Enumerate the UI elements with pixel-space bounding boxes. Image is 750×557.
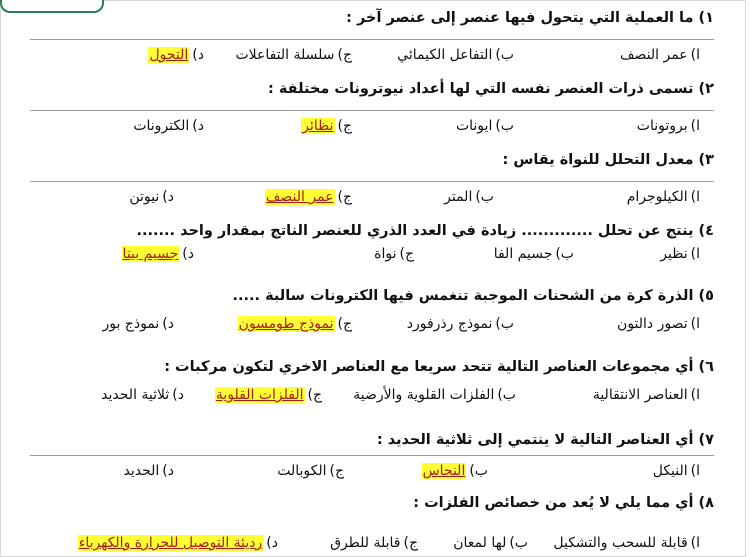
option-text: التفاعل الكيمائي: [397, 47, 493, 63]
option-d[interactable]: [129, 186, 174, 208]
option-c[interactable]: [330, 532, 418, 554]
option-b[interactable]: [407, 313, 514, 335]
option-letter: د): [162, 189, 174, 205]
correct-answer-highlight: رديئة التوصيل للحرارة والكهرباء: [78, 535, 263, 551]
correct-answer-highlight: نموذج طومسون: [238, 316, 334, 332]
option-letter: ب): [509, 535, 528, 551]
option-c[interactable]: [215, 384, 322, 406]
option-letter: ب): [469, 463, 488, 479]
question-title: ٧) أي العناصر التالية لا ينتمي إلى ثلاثية الحديد :: [376, 432, 714, 448]
option-letter: ج): [337, 47, 352, 63]
option-b[interactable]: [353, 384, 516, 406]
option-letter: ا): [690, 387, 700, 403]
option-letter: ا): [690, 189, 700, 205]
option-a[interactable]: [637, 115, 700, 137]
question-title: ٥) الذرة كرة من الشحنات الموجبة تنغمس فيها الكترونات سالبة .....: [232, 288, 714, 304]
option-text: العناصر الانتقالية: [592, 387, 688, 403]
option-d[interactable]: [78, 532, 278, 554]
option-text: الكيلوجرام: [626, 189, 688, 205]
option-letter: ج): [399, 246, 414, 262]
option-b[interactable]: [453, 532, 528, 554]
option-text: قابلة للسحب والتشكيل: [553, 535, 688, 551]
option-c[interactable]: [374, 243, 414, 265]
option-text: الفلزات القلوية والأرضية: [353, 387, 495, 403]
option-text: عمر النصف: [620, 47, 688, 63]
option-letter: ب): [495, 316, 514, 332]
question-title: ٤) ينتج عن تحلل ............. زيادة في العدد الذري للعنصر الناتج بمقدار واحد .......: [136, 223, 714, 239]
option-c[interactable]: [277, 460, 344, 482]
option-letter: ب): [475, 189, 494, 205]
option-a[interactable]: [553, 532, 700, 554]
option-d[interactable]: [101, 384, 184, 406]
option-a[interactable]: [617, 313, 700, 335]
correct-answer-highlight: جسيم بيتا: [122, 246, 179, 262]
option-b[interactable]: [494, 243, 574, 265]
option-letter: ب): [495, 118, 514, 134]
options-row: [10, 115, 714, 139]
option-letter: ج): [403, 535, 418, 551]
divider: [30, 39, 714, 40]
option-d[interactable]: [122, 243, 194, 265]
correct-answer-highlight: الفلزات القلوية: [215, 387, 304, 403]
option-b[interactable]: [456, 115, 514, 137]
question-8: [10, 491, 714, 551]
option-text: بروتونات: [636, 118, 688, 134]
options-row: [10, 384, 714, 408]
option-text: جسيم الفا: [493, 246, 553, 262]
correct-answer-highlight: النحاس: [422, 463, 466, 479]
option-a[interactable]: [627, 186, 700, 208]
option-text: نيوتن: [129, 189, 160, 205]
correct-answer-highlight: عمر النصف: [265, 189, 334, 205]
question-title: ٦) أي مجموعات العناصر التالية تتحد سريعا مع العناصر الاخري لتكون مركبات :: [164, 359, 714, 375]
option-letter: ب): [495, 47, 514, 63]
option-text: لها لمعان: [453, 535, 507, 551]
option-letter: ج): [337, 316, 352, 332]
option-d[interactable]: [102, 313, 174, 335]
option-c[interactable]: [235, 44, 352, 66]
options-row: [10, 532, 714, 556]
option-c[interactable]: [238, 313, 352, 335]
option-text: سلسلة التفاعلات: [235, 47, 335, 63]
option-text: نموذج بور: [102, 316, 160, 332]
option-letter: ا): [690, 118, 700, 134]
option-letter: ج): [329, 463, 344, 479]
option-text: ثلاثية الحديد: [101, 387, 170, 403]
option-a[interactable]: [653, 460, 700, 482]
correct-answer-highlight: التحول: [149, 47, 189, 63]
question-title: ٨) أي مما يلي لا يُعد من خصائص الفلزات :: [413, 495, 714, 511]
option-letter: ا): [690, 316, 700, 332]
question-3: [10, 148, 714, 205]
option-letter: ا): [690, 246, 700, 262]
option-letter: د): [162, 463, 174, 479]
option-c[interactable]: [265, 186, 352, 208]
option-c[interactable]: [301, 115, 352, 137]
option-text: نموذج رذرفورد: [406, 316, 493, 332]
option-text: الكترونات: [133, 118, 190, 134]
option-letter: د): [172, 387, 184, 403]
correct-answer-highlight: نظائر: [302, 118, 334, 134]
option-b[interactable]: [397, 44, 514, 66]
divider: [30, 455, 714, 456]
option-letter: ا): [690, 463, 700, 479]
option-letter: ج): [307, 387, 322, 403]
option-letter: د): [182, 246, 194, 262]
option-a[interactable]: [593, 384, 700, 406]
question-title: ٢) تسمى ذرات العنصر نفسه التي لها أعداد نيوترونات مختلفة :: [268, 81, 714, 97]
question-2: [10, 77, 714, 134]
option-b[interactable]: [422, 460, 488, 482]
option-letter: ا): [690, 47, 700, 63]
option-letter: ب): [497, 387, 516, 403]
option-letter: ب): [555, 246, 574, 262]
question-title: ١) ما العملية التي يتحول فيها عنصر إلى عنصر آخر :: [346, 10, 714, 26]
option-d[interactable]: [124, 460, 175, 482]
option-text: النيكل: [652, 463, 688, 479]
question-1: [10, 6, 714, 63]
option-d[interactable]: [148, 44, 204, 66]
option-text: نواة: [374, 246, 397, 262]
option-letter: ا): [690, 535, 700, 551]
option-letter: د): [192, 118, 204, 134]
option-text: المتر: [444, 189, 473, 205]
option-d[interactable]: [133, 115, 204, 137]
option-letter: ج): [337, 189, 352, 205]
option-letter: د): [192, 47, 204, 63]
option-a[interactable]: [660, 243, 700, 265]
options-row: [10, 313, 714, 337]
options-row: [10, 460, 714, 484]
option-text: نظير: [660, 246, 688, 262]
question-title: ٣) معدل التحلل للنواة يقاس :: [502, 152, 714, 168]
divider: [30, 181, 714, 182]
options-row: [10, 186, 714, 210]
option-b[interactable]: [444, 186, 494, 208]
question-4: [10, 219, 714, 262]
option-text: الحديد: [123, 463, 160, 479]
option-letter: د): [266, 535, 278, 551]
option-text: ايونات: [455, 118, 493, 134]
question-6: [10, 355, 714, 403]
option-a[interactable]: [620, 44, 700, 66]
option-letter: د): [162, 316, 174, 332]
question-5: [10, 284, 714, 332]
option-letter: ج): [337, 118, 352, 134]
option-text: قابلة للطرق: [330, 535, 401, 551]
option-text: تصور دالتون: [617, 316, 688, 332]
question-7: [10, 428, 714, 479]
options-row: [10, 243, 714, 267]
options-row: [10, 44, 714, 68]
option-text: الكوبالت: [277, 463, 327, 479]
divider: [30, 110, 714, 111]
